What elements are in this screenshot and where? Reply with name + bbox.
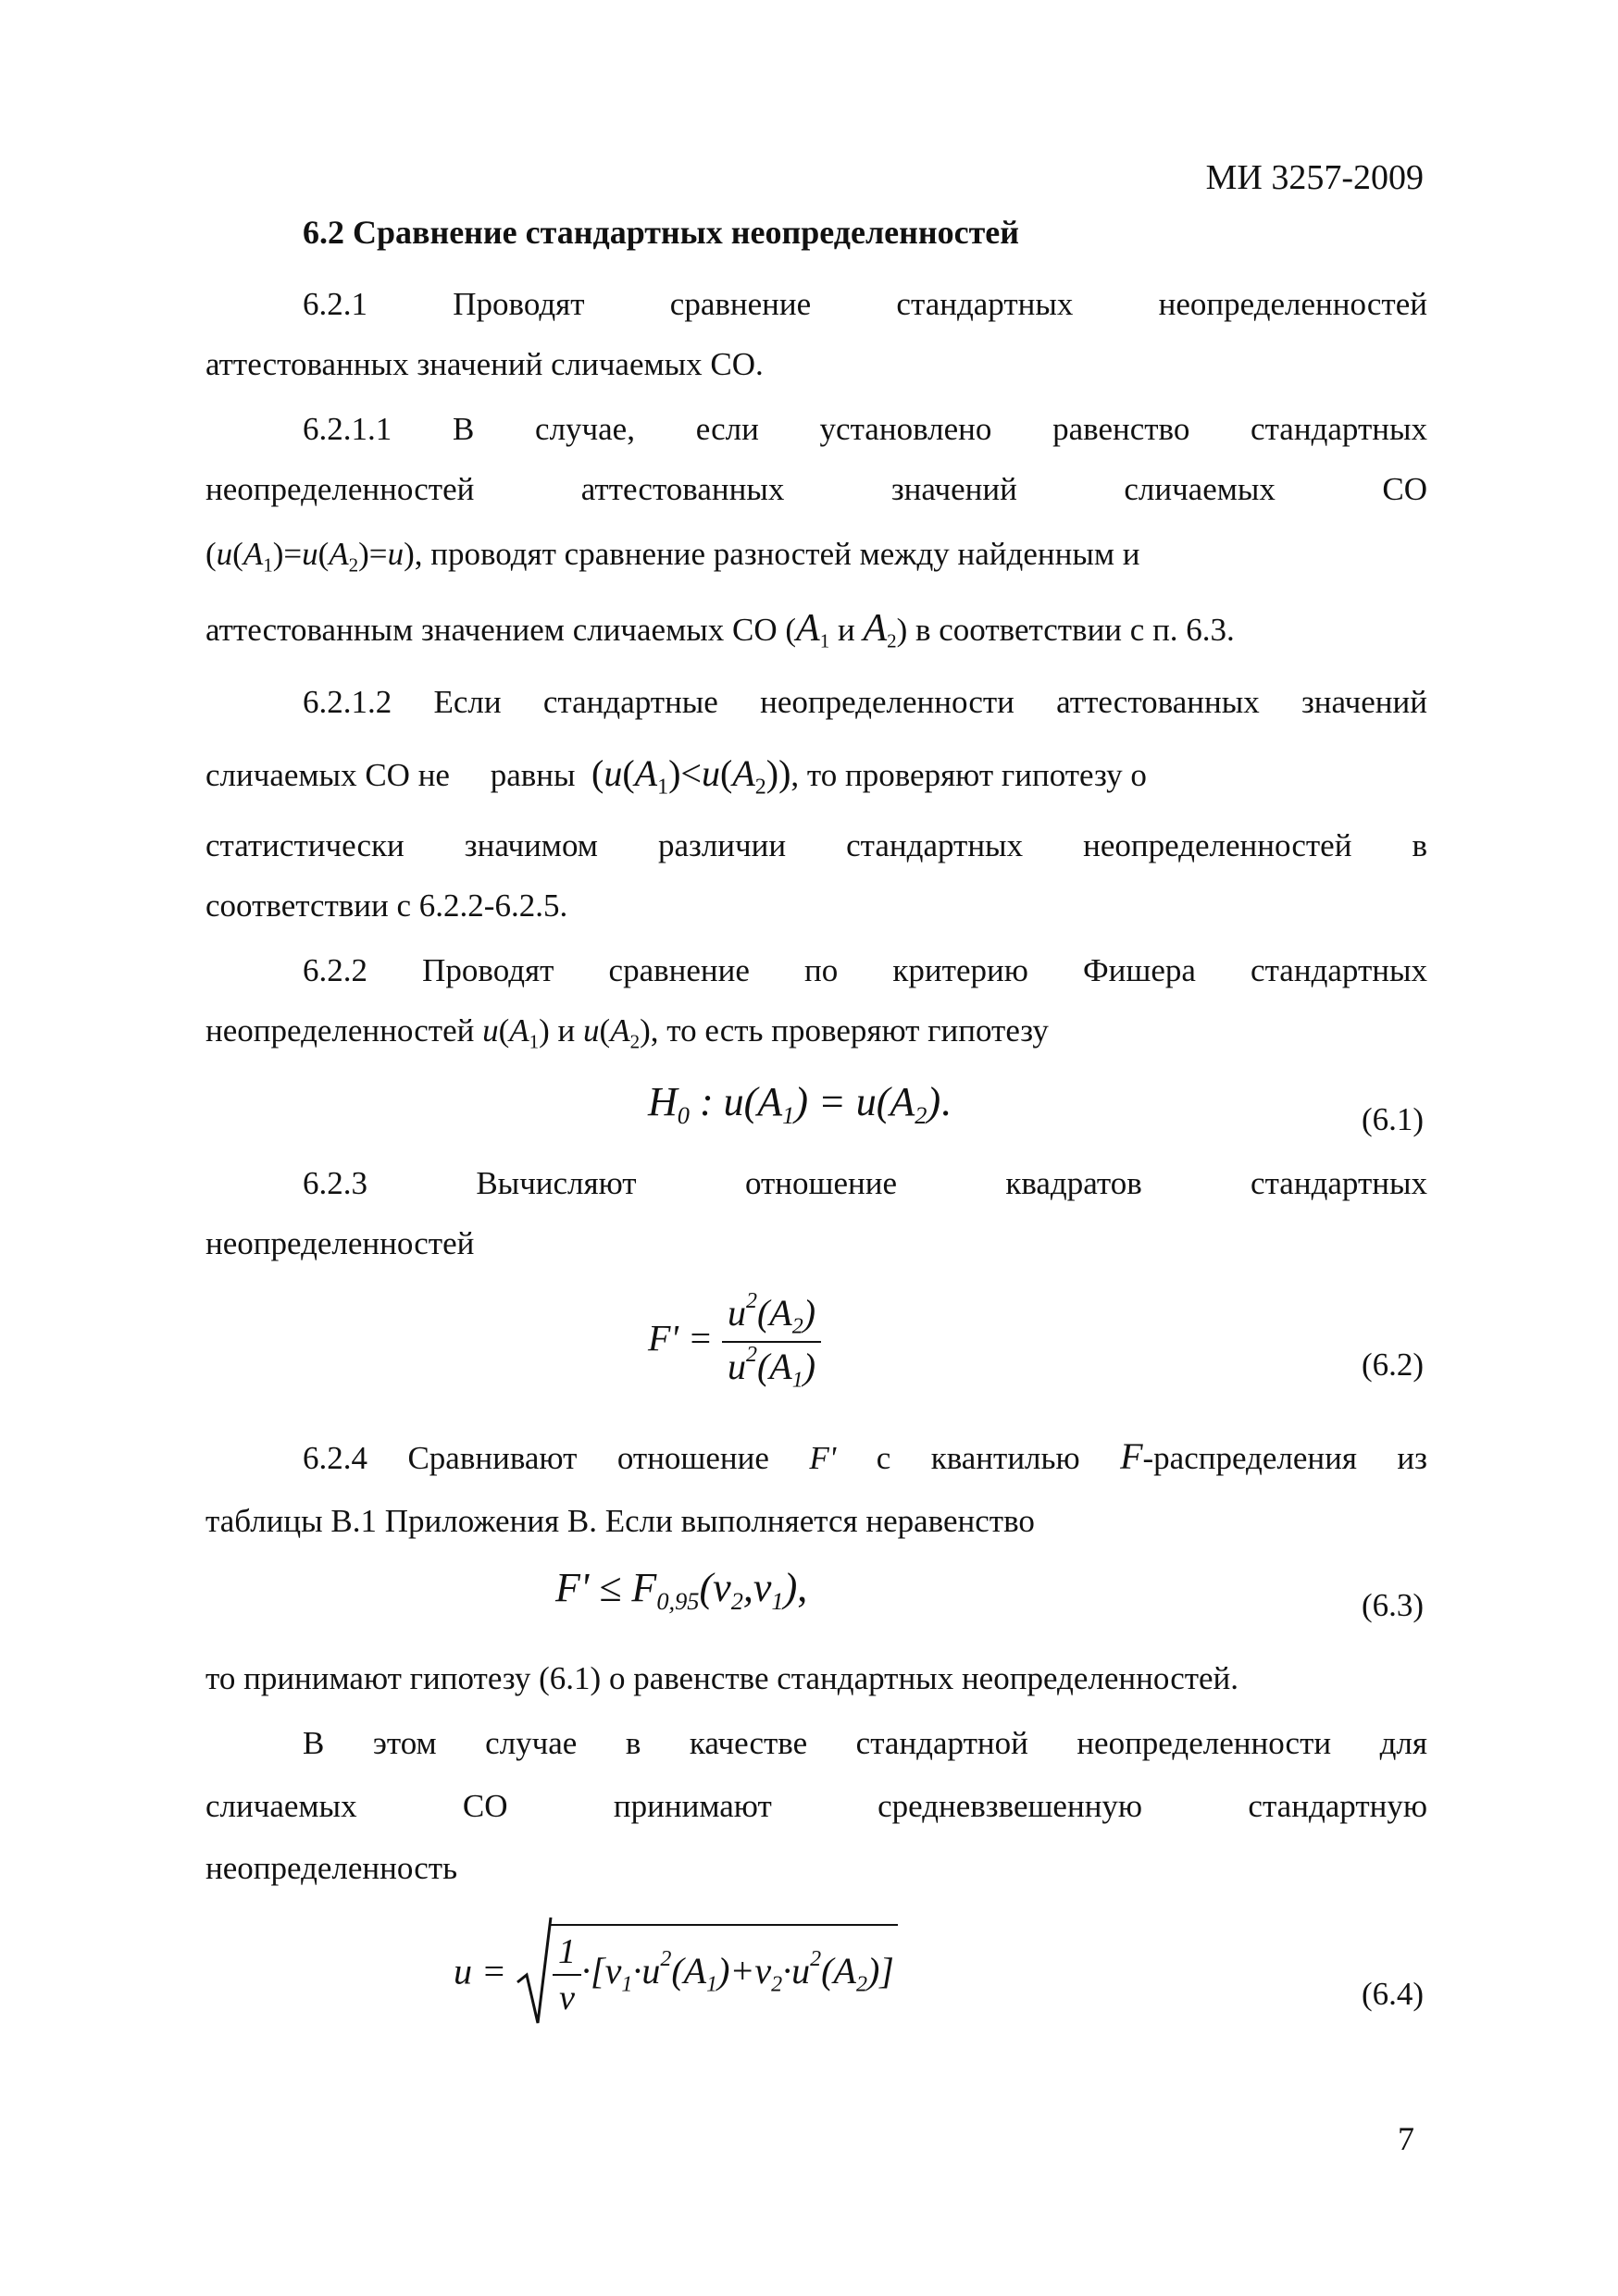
para-6-2-1-1-line2: неопределенностей аттестованных значений сличаемых СО <box>205 471 1427 507</box>
equation-number-6-4: (6.4) <box>1361 1976 1424 2012</box>
para-accept-hypothesis: то принимают гипотезу (6.1) о равенстве стандартных неопределенностей. <box>205 1660 1239 1696</box>
para-case-line1: В этом случае в качестве стандартной неопределенности для <box>303 1725 1427 1761</box>
para-6-2-1-line2: аттестованных значений сличаемых СО. <box>205 346 764 382</box>
para-6-2-2-line2: неопределенностей $u(A_1)$ и $u(A_2)$, то есть проверяют гипотезу <box>205 1012 1049 1053</box>
equation-number-6-1: (6.1) <box>1361 1101 1424 1137</box>
document-code: МИ 3257-2009 <box>1205 158 1424 197</box>
para-6-2-1-2-line2: сличаемых СО не равны $(u(A_1)<u(A_2))$, то проверяют гипотезу о <box>205 752 1147 800</box>
para-6-2-3-line1: 6.2.3 Вычисляют отношение квадратов стандартных <box>303 1165 1427 1201</box>
para-6-2-1-line1: 6.2.1 Проводят сравнение стандартных неопределенностей <box>303 286 1427 322</box>
page-number: 7 <box>1398 2120 1414 2157</box>
para-6-2-1-2-line1: 6.2.1.2 Если стандартные неопределенности аттестованных значений <box>303 684 1427 720</box>
para-6-2-1-2-line3: статистически значимом различии стандартных неопределенностей в <box>205 827 1427 863</box>
para-6-2-1-2-line4: соответствии с 6.2.2-6.2.5. <box>205 887 568 924</box>
para-6-2-1-1-line4: аттестованным значением сличаемых СО ($A_1$ и $A_2$) в соответствии с п. 6.3. <box>205 607 1235 652</box>
section-heading: 6.2 Сравнение стандартных неопределенностей <box>303 214 1019 251</box>
para-6-2-4-line2: таблицы В.1 Приложения В. Если выполняется неравенство <box>205 1503 1035 1539</box>
para-6-2-3-line2: неопределенностей <box>205 1225 475 1261</box>
equation-6-4: u = $\frac{1}{\nu}$ $\cdot[\nu_1\cdot u^2(A_1)+\nu_2\cdot u^2(A_2)]$ <box>454 1916 898 2027</box>
para-case-line3: неопределенность <box>205 1850 458 1886</box>
para-6-2-4-line1: 6.2.4 Сравнивают отношение F' с квантилью F-распределения из <box>303 1435 1427 1477</box>
sqrt-radical-icon <box>516 1916 553 2027</box>
para-6-2-2-line1: 6.2.2 Проводят сравнение по критерию Фишера стандартных <box>303 952 1427 988</box>
equation-6-3: $F' \le F_{0,95}(\nu_2,\nu_1)$, <box>555 1565 808 1616</box>
inline-formula-equal-uncertainty: $(u(A_1)=u(A_2)=u)$ <box>205 536 415 577</box>
para-6-2-1-1-line1: 6.2.1.1 В случае, если установлено равенство стандартных <box>303 411 1427 447</box>
para-case-line2: сличаемых СО принимают средневзвешенную стандартную <box>205 1788 1427 1824</box>
equation-6-1: $H_0$ : $u(A_1) = u(A_2)$. <box>648 1079 952 1130</box>
equation-number-6-3: (6.3) <box>1361 1587 1424 1623</box>
para-6-2-1-1-line3: $(u(A_1)=u(A_2)=u)$, проводят сравнение разностей между найденным и <box>205 536 1140 577</box>
inline-formula-unequal: $(u(A_1)<u(A_2))$ <box>591 752 791 800</box>
equation-number-6-2: (6.2) <box>1361 1347 1424 1383</box>
equation-6-2: F' = $\frac{u^2(A_2)}{u^2(A_1)}$ <box>648 1291 821 1394</box>
